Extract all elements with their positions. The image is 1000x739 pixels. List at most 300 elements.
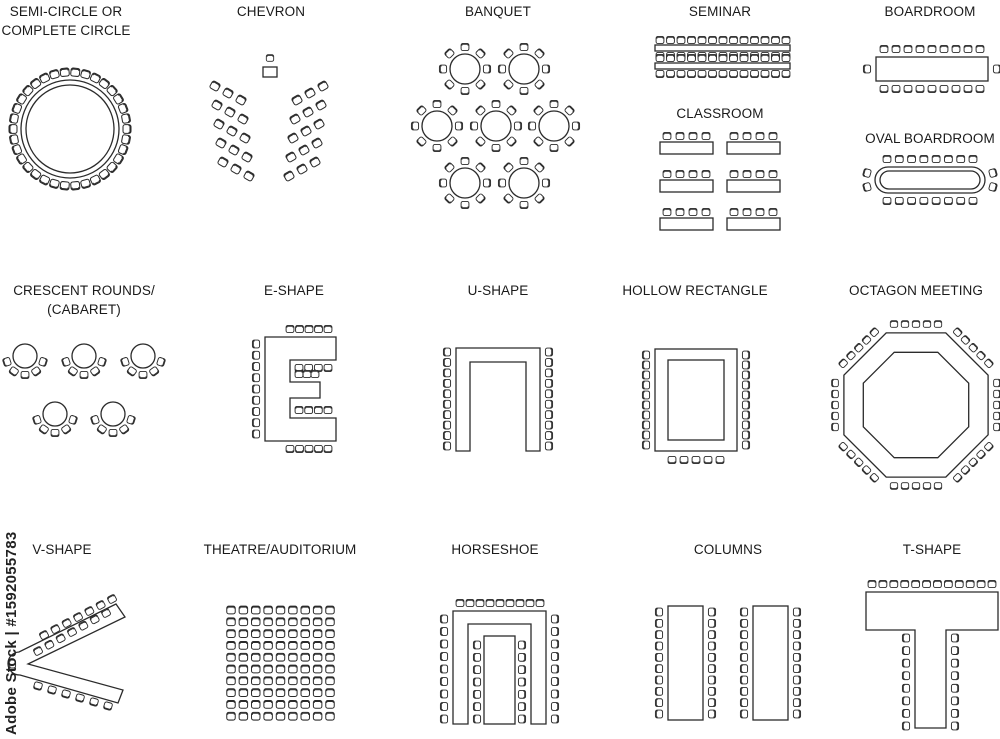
chair xyxy=(301,701,309,709)
chair xyxy=(572,122,579,130)
chair xyxy=(536,599,544,606)
chair xyxy=(444,162,455,173)
chair xyxy=(439,179,446,187)
chair xyxy=(994,401,1000,408)
chair xyxy=(890,321,897,328)
chair xyxy=(252,340,259,348)
chair xyxy=(951,659,958,667)
chair xyxy=(313,606,321,614)
chair xyxy=(923,483,930,490)
chair xyxy=(139,371,147,378)
chair xyxy=(838,442,848,452)
chair xyxy=(326,712,334,720)
label-oval-boardroom: OVAL BOARDROOM xyxy=(865,131,995,146)
chair xyxy=(782,36,790,43)
chair xyxy=(296,163,308,174)
chair xyxy=(916,85,924,92)
chair xyxy=(237,113,249,124)
diagram-t-shape xyxy=(866,580,998,729)
chair xyxy=(276,618,284,626)
chair xyxy=(305,406,313,413)
chair xyxy=(276,701,284,709)
chair xyxy=(708,710,715,718)
chair xyxy=(676,170,684,177)
chair xyxy=(677,36,685,43)
chair xyxy=(224,106,236,117)
chair xyxy=(473,715,480,723)
chair xyxy=(227,677,235,685)
chair xyxy=(239,618,247,626)
chair xyxy=(503,48,514,59)
chair xyxy=(222,87,234,98)
chair xyxy=(443,442,450,450)
chair xyxy=(264,701,272,709)
chair xyxy=(892,45,900,52)
chair xyxy=(503,162,514,173)
chair xyxy=(289,689,297,697)
chair xyxy=(769,170,777,177)
chair xyxy=(742,351,749,359)
chair xyxy=(677,70,685,77)
chair xyxy=(296,445,304,452)
chair xyxy=(118,103,129,114)
label-t-shape: T-SHAPE xyxy=(902,542,962,557)
chair xyxy=(966,580,974,587)
chair xyxy=(49,69,60,79)
label-e-shape: E-SHAPE xyxy=(264,283,324,298)
chair xyxy=(793,676,800,684)
chair xyxy=(902,684,909,692)
chair xyxy=(483,179,490,187)
chair xyxy=(708,608,715,616)
chair xyxy=(80,371,88,378)
chair xyxy=(908,155,916,162)
chair xyxy=(295,406,303,413)
chair xyxy=(642,381,649,389)
chair xyxy=(951,634,958,642)
chair xyxy=(287,132,299,143)
chair xyxy=(545,411,552,419)
chair xyxy=(663,170,671,177)
chair xyxy=(443,369,450,377)
chair xyxy=(976,351,986,361)
chair xyxy=(923,580,931,587)
chair xyxy=(301,665,309,673)
chair xyxy=(932,155,940,162)
chair xyxy=(291,94,303,105)
chair xyxy=(241,151,253,162)
chair xyxy=(730,170,738,177)
chair xyxy=(793,665,800,673)
chair xyxy=(984,442,994,452)
chair xyxy=(60,181,69,190)
chair xyxy=(545,442,552,450)
label-octagon-meeting: OCTAGON MEETING xyxy=(848,283,984,298)
chair xyxy=(215,137,227,148)
chair xyxy=(782,70,790,77)
chair xyxy=(680,456,688,463)
chair xyxy=(708,699,715,707)
chair xyxy=(314,406,322,413)
chair xyxy=(252,396,259,404)
chair xyxy=(994,379,1000,386)
chair xyxy=(239,677,247,685)
chair xyxy=(498,179,505,187)
chair xyxy=(439,65,446,73)
chair xyxy=(461,201,469,208)
chair xyxy=(883,155,891,162)
chair xyxy=(702,208,710,215)
chair xyxy=(932,197,940,204)
chair xyxy=(742,401,749,409)
chair xyxy=(719,70,727,77)
chair xyxy=(793,631,800,639)
chair xyxy=(313,118,325,129)
chair xyxy=(945,155,953,162)
chair xyxy=(520,157,528,164)
diagram-v-shape xyxy=(8,594,125,710)
classroom-desk xyxy=(727,218,780,230)
chair xyxy=(740,687,747,695)
chair xyxy=(883,197,891,204)
chair xyxy=(326,665,334,673)
chair xyxy=(440,615,447,623)
chair xyxy=(761,54,769,61)
chair xyxy=(740,70,748,77)
chair xyxy=(84,606,94,616)
chair xyxy=(326,677,334,685)
chair xyxy=(655,710,662,718)
chair xyxy=(252,363,259,371)
chair xyxy=(296,325,304,332)
chair xyxy=(289,712,297,720)
chair xyxy=(863,182,872,191)
chair xyxy=(264,642,272,650)
chair xyxy=(68,415,77,425)
chair xyxy=(475,48,486,59)
chair xyxy=(934,321,941,328)
chair xyxy=(301,606,309,614)
chair xyxy=(989,182,998,191)
chair xyxy=(976,45,984,52)
chair xyxy=(289,618,297,626)
chair xyxy=(742,421,749,429)
chair xyxy=(443,411,450,419)
chair xyxy=(32,415,41,425)
chair xyxy=(503,193,514,204)
chair xyxy=(473,703,480,711)
octagon-table-inner xyxy=(863,352,968,457)
chair xyxy=(740,619,747,627)
chair xyxy=(676,132,684,139)
chair xyxy=(676,208,684,215)
diagram-boardroom xyxy=(863,45,1000,92)
chair xyxy=(988,580,996,587)
chair xyxy=(96,600,106,610)
chair xyxy=(298,144,310,155)
chair xyxy=(252,701,260,709)
chair xyxy=(742,371,749,379)
chair xyxy=(61,689,70,698)
chair xyxy=(708,619,715,627)
chair xyxy=(90,175,101,186)
chair xyxy=(61,424,72,434)
chair xyxy=(655,665,662,673)
chair xyxy=(716,456,724,463)
chair xyxy=(286,445,294,452)
chair xyxy=(901,580,909,587)
chair xyxy=(39,424,50,434)
chair xyxy=(880,45,888,52)
chair xyxy=(326,618,334,626)
chair xyxy=(551,690,558,698)
chair xyxy=(461,157,469,164)
chair xyxy=(518,653,525,661)
chair xyxy=(863,65,870,73)
chair xyxy=(655,608,662,616)
chair xyxy=(90,72,101,83)
chair xyxy=(39,72,50,83)
chair xyxy=(324,445,332,452)
chair xyxy=(302,106,314,117)
chair xyxy=(751,54,759,61)
chair xyxy=(313,701,321,709)
chair xyxy=(751,70,759,77)
chair xyxy=(782,54,790,61)
chair xyxy=(276,642,284,650)
chair xyxy=(656,54,664,61)
chair xyxy=(475,136,486,147)
chair xyxy=(211,99,223,110)
chair xyxy=(689,132,697,139)
chair xyxy=(475,162,486,173)
chair xyxy=(934,483,941,490)
chair xyxy=(71,68,80,77)
chair xyxy=(303,370,311,377)
seminar-table xyxy=(655,63,790,69)
chair xyxy=(411,122,418,130)
chair xyxy=(740,36,748,43)
chair xyxy=(455,122,462,130)
chair xyxy=(252,712,260,720)
chair xyxy=(533,105,544,116)
chair xyxy=(326,653,334,661)
chair xyxy=(289,677,297,685)
chair xyxy=(123,125,131,134)
chair xyxy=(475,105,486,116)
chair xyxy=(239,642,247,650)
label-theatre: THEATRE/AUDITORIUM xyxy=(203,542,357,557)
round-table xyxy=(539,111,569,141)
boardroom-table xyxy=(876,57,988,81)
chair xyxy=(276,606,284,614)
chair xyxy=(311,137,323,148)
diagram-chevron xyxy=(209,55,329,182)
chair xyxy=(289,113,301,124)
chair xyxy=(916,45,924,52)
chair xyxy=(545,432,552,440)
chair xyxy=(209,80,221,91)
chair xyxy=(642,411,649,419)
cabaret-table xyxy=(101,402,125,426)
chair xyxy=(90,366,101,376)
chair xyxy=(156,357,165,367)
chair xyxy=(264,606,272,614)
chair xyxy=(951,710,958,718)
chair xyxy=(235,94,247,105)
chair xyxy=(708,631,715,639)
chair xyxy=(551,628,558,636)
chair xyxy=(869,327,879,337)
chair xyxy=(518,666,525,674)
label-columns: COLUMNS xyxy=(693,542,763,557)
cabaret-table xyxy=(131,344,155,368)
label-v-shape: V-SHAPE xyxy=(32,542,92,557)
chair xyxy=(239,132,251,143)
chair xyxy=(121,134,130,144)
chair xyxy=(227,701,235,709)
chair xyxy=(920,155,928,162)
chair xyxy=(832,401,839,408)
chair xyxy=(295,370,303,377)
chair xyxy=(534,162,545,173)
chair xyxy=(551,615,558,623)
chair xyxy=(742,431,749,439)
chair xyxy=(534,79,545,90)
classroom-desk xyxy=(727,180,780,192)
chair xyxy=(520,87,528,94)
chair xyxy=(447,136,458,147)
chair xyxy=(49,179,60,189)
chair xyxy=(895,155,903,162)
chair xyxy=(957,155,965,162)
chair xyxy=(475,193,486,204)
chair xyxy=(21,371,29,378)
chair xyxy=(213,118,225,129)
diagram-u-shape xyxy=(443,348,552,451)
chair xyxy=(492,144,500,151)
chair xyxy=(708,665,715,673)
chair xyxy=(68,366,79,376)
chair xyxy=(772,54,780,61)
chair xyxy=(252,677,260,685)
chair xyxy=(719,54,727,61)
chair xyxy=(689,208,697,215)
chair xyxy=(440,715,447,723)
chair xyxy=(730,54,738,61)
diagram-octagon-meeting xyxy=(832,321,1000,490)
chair xyxy=(33,681,42,690)
chair xyxy=(642,431,649,439)
chair xyxy=(551,715,558,723)
chair xyxy=(126,415,135,425)
chair xyxy=(879,580,887,587)
lectern xyxy=(263,67,277,77)
chair xyxy=(313,653,321,661)
chair xyxy=(542,179,549,187)
classroom-desk xyxy=(660,142,713,154)
chair xyxy=(961,465,971,475)
chair xyxy=(252,665,260,673)
chair xyxy=(756,132,764,139)
chair xyxy=(994,390,1000,397)
chair xyxy=(506,105,517,116)
chair xyxy=(416,105,427,116)
chair xyxy=(473,653,480,661)
chair xyxy=(655,653,662,661)
column-table xyxy=(668,606,703,720)
chair xyxy=(301,642,309,650)
chair xyxy=(838,358,848,368)
chair xyxy=(324,364,332,371)
chair xyxy=(486,599,494,606)
chair xyxy=(832,423,839,430)
chair xyxy=(688,54,696,61)
chair xyxy=(315,325,323,332)
chair xyxy=(227,689,235,697)
chair xyxy=(957,197,965,204)
chair xyxy=(506,599,514,606)
chair xyxy=(433,100,441,107)
chair xyxy=(964,45,972,52)
chair xyxy=(315,445,323,452)
chair xyxy=(551,653,558,661)
chair xyxy=(869,473,879,483)
chair xyxy=(719,36,727,43)
chair xyxy=(708,676,715,684)
label-semi-circle: SEMI-CIRCLE OR COMPLETE CIRCLE xyxy=(1,4,131,38)
chair xyxy=(976,85,984,92)
chair xyxy=(2,357,11,367)
chair xyxy=(868,580,876,587)
chair xyxy=(31,366,42,376)
chair xyxy=(264,677,272,685)
chair xyxy=(953,327,963,337)
chair xyxy=(890,580,898,587)
chair xyxy=(944,580,952,587)
chair xyxy=(276,689,284,697)
chair xyxy=(252,630,260,638)
chair xyxy=(761,70,769,77)
chair xyxy=(994,412,1000,419)
chair xyxy=(740,676,747,684)
diagram-semi-circle xyxy=(9,68,131,190)
chair xyxy=(904,85,912,92)
diagram-banquet xyxy=(411,43,579,208)
chair xyxy=(655,631,662,639)
chair xyxy=(89,697,98,706)
chair xyxy=(38,357,47,367)
chair xyxy=(846,450,856,460)
chair xyxy=(252,642,260,650)
chair xyxy=(264,665,272,673)
chair xyxy=(239,653,247,661)
chair xyxy=(461,87,469,94)
chair xyxy=(444,193,455,204)
chair xyxy=(769,208,777,215)
chair xyxy=(61,357,70,367)
label-banquet: BANQUET xyxy=(465,4,531,19)
chair xyxy=(951,697,958,705)
chair xyxy=(127,366,138,376)
chair xyxy=(12,103,23,114)
chair xyxy=(252,430,259,438)
chair xyxy=(832,390,839,397)
chair xyxy=(642,421,649,429)
chair xyxy=(761,36,769,43)
chair xyxy=(443,421,450,429)
diagram-seminar xyxy=(655,36,790,77)
